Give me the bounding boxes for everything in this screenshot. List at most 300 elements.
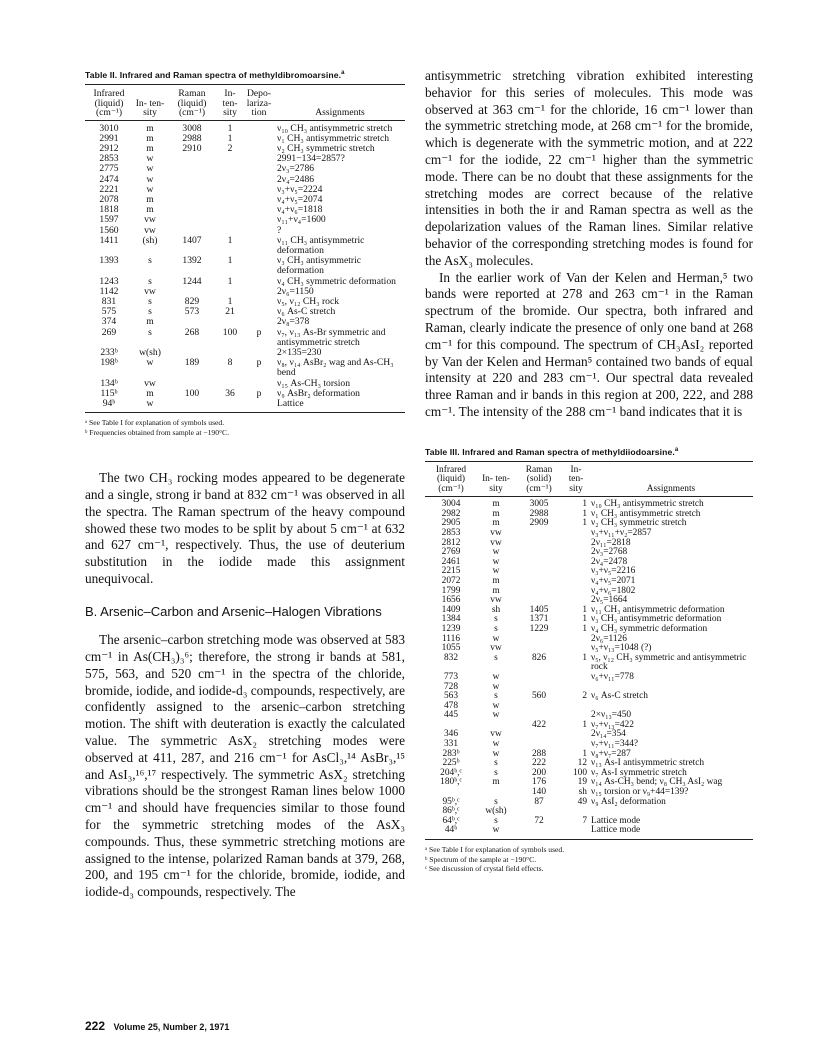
table-cell: 134ᵇ	[100, 377, 118, 389]
table-cell: ν₇+ν₁₁=344?	[591, 739, 639, 750]
table-cell: s	[494, 815, 498, 826]
table3	[425, 461, 753, 840]
table-cell	[167, 195, 217, 205]
table-cell: vw	[490, 643, 502, 654]
table-row	[85, 287, 405, 297]
table-cell: 140	[531, 787, 547, 798]
table-cell: ν₆ As-C stretch	[277, 306, 336, 318]
table-cell: 1560	[99, 224, 119, 236]
table-cell: 1407	[182, 234, 202, 246]
table2-body	[85, 120, 405, 413]
table-row	[85, 195, 405, 205]
table-row	[85, 205, 405, 215]
table-cell: 72	[534, 815, 544, 826]
table2-header: In- ten- sity	[217, 85, 243, 121]
table-row	[425, 497, 753, 510]
table-cell	[217, 399, 243, 413]
table-cell: 44ᵇ	[425, 826, 477, 839]
table-row	[85, 236, 405, 256]
table-cell: s	[148, 306, 152, 318]
table-cell: 1	[227, 295, 233, 307]
table-cell	[217, 185, 243, 195]
table-cell: m	[146, 142, 154, 154]
table-cell: ν₁ CH₃ antisymmetric stretch	[591, 508, 701, 519]
table-cell: Lattice mode	[589, 826, 753, 839]
table-cell: w	[492, 739, 500, 750]
table-cell: ν₁₀ CH₃ antisymmetric stretch	[591, 499, 704, 510]
table-row	[425, 711, 753, 721]
table-cell	[515, 730, 563, 740]
table-cell: 2221	[99, 183, 119, 195]
table-cell	[243, 226, 275, 236]
table-cell: 422	[531, 719, 547, 730]
table-cell: ν₆ As-C stretch	[591, 691, 648, 702]
table-row	[425, 778, 753, 788]
table-cell: 288	[531, 748, 547, 759]
table-cell: sh	[491, 604, 501, 615]
table2	[85, 84, 405, 413]
table-cell: vw	[490, 528, 502, 539]
table-cell: 222	[531, 758, 547, 769]
table-cell: 773	[443, 671, 459, 682]
table-cell	[515, 702, 563, 712]
table-cell: 2912	[99, 142, 119, 154]
table-row	[85, 215, 405, 225]
table-row	[425, 798, 753, 808]
table-row	[85, 185, 405, 195]
table-cell: 1116	[441, 633, 461, 644]
table-cell: w	[492, 748, 500, 759]
table-row	[425, 730, 753, 740]
table-cell: 1411	[99, 234, 119, 246]
table-cell: 1	[227, 122, 233, 134]
table-cell: ν₃+ν₁₁+ν₂=2857	[591, 528, 652, 539]
table-cell: 2ν₁₁=2818	[591, 537, 631, 548]
table-cell	[563, 558, 589, 568]
table-row	[85, 389, 405, 399]
table-cell	[515, 673, 563, 683]
table-cell	[217, 195, 243, 205]
right-column	[425, 68, 753, 874]
footnote: ᵃ See Table I for explanation of symbols used.	[425, 845, 565, 855]
table-cell: 1371	[529, 614, 549, 625]
table-cell: 2078	[99, 193, 119, 205]
table-cell: 1	[227, 234, 233, 246]
table-cell: w	[492, 566, 500, 577]
table-cell	[167, 164, 217, 174]
table-cell: 1229	[529, 623, 549, 634]
table-cell: 2853	[99, 153, 119, 165]
table-row	[425, 625, 753, 635]
table-cell: m	[146, 132, 154, 144]
table-cell	[243, 215, 275, 225]
table-cell: 1	[582, 499, 587, 510]
table-cell: m	[146, 387, 154, 399]
table-cell: 1	[582, 623, 587, 634]
table-cell	[515, 558, 563, 568]
table-cell: 1	[582, 614, 587, 625]
table-cell	[243, 154, 275, 164]
table-cell: w	[146, 153, 154, 165]
table-cell: ν₄+ν₅=2074	[277, 193, 323, 205]
table-cell	[243, 120, 275, 134]
table-cell	[217, 205, 243, 215]
table-cell: 49	[577, 796, 587, 807]
table-cell: 1239	[441, 623, 461, 634]
table-cell	[243, 134, 275, 144]
table-cell: ν₁₁ CH₃ antisymmetric deformation	[591, 604, 725, 615]
table-cell: 2461	[441, 556, 461, 567]
table-cell	[515, 587, 563, 597]
table-cell: ν₅+ν₁₃=1048 (?)	[591, 643, 652, 654]
table-cell: vw	[144, 285, 156, 297]
table-cell: 2ν₄=2478	[591, 556, 628, 567]
table-row	[425, 702, 753, 712]
table-cell	[515, 567, 563, 577]
table-cell: 64ᵇ,ᶜ	[442, 815, 460, 826]
table-cell: 2982	[441, 508, 461, 519]
table-cell: 1405	[529, 604, 549, 615]
table-cell: ν₁₄ As-CH₃ bend; ν₈ CH₃ AsI₂ wag	[591, 777, 723, 788]
table-cell	[167, 175, 217, 185]
table-cell: 2ν₃=2786	[277, 163, 315, 175]
table-row	[425, 587, 753, 597]
table-cell: vw	[144, 377, 156, 389]
table-row	[85, 175, 405, 185]
table3-caption: Table III. Infrared and Raman spectra of methyldiiodoarsine.$^a$	[425, 446, 679, 457]
table-row	[425, 577, 753, 587]
table2-header-row	[85, 85, 405, 121]
table-cell: sh	[578, 787, 587, 798]
table-cell: ν₉ AsI₂ deformation	[591, 796, 666, 807]
table-cell: ν₄ CH₃ symmetric deformation	[277, 275, 396, 287]
table-cell: 1	[227, 275, 233, 287]
table-cell: 21	[225, 306, 235, 318]
table-cell: ν₈+ν₇=287	[591, 748, 631, 759]
table-cell: ν₄+ν₅=2071	[591, 575, 636, 586]
table-cell: 2909	[529, 518, 549, 529]
table-cell: ν₃+ν₅=2224	[277, 183, 323, 195]
footnote: ᵃ See Table I for explanation of symbols used.	[85, 418, 225, 428]
table-cell: ν₄+ν₆=1818	[277, 204, 323, 216]
table-cell: 575	[101, 306, 117, 318]
table2-footnotes	[85, 418, 405, 437]
page-number: 222	[85, 1019, 106, 1033]
table3-header-row	[425, 461, 753, 497]
table-cell: 1818	[99, 204, 119, 216]
table-row	[425, 759, 753, 769]
table-cell: 826	[531, 652, 547, 663]
table-cell: 19	[577, 777, 587, 788]
left-column	[85, 70, 405, 901]
table-cell: 86ᵇ,ᶜ	[442, 806, 460, 817]
table-cell	[515, 548, 563, 558]
table-cell: 189	[184, 357, 200, 369]
table-cell: 1	[582, 604, 587, 615]
right-paragraph-1: antisymmetric stretching vibration exhibited interesting behavior for this series of molecules. This mode was observed at 363 cm⁻¹ for the chloride, 16 cm⁻¹ lower than the symmetric stretching mode, at 268 cm⁻¹ for the bromide, which is degenerate with the symmetric motion, and at 222 cm⁻¹ for the iodide, 22 cm⁻¹ higher than the symmetric mode. There can be no doubt that these assignments for the stretching modes are correct because of the relative intensities in both the ir and Raman spectra as well as the depolarization values of the Raman lines. Similar relative behavior of the corresponding stretching modes is found for the AsX₃ molecules.	[425, 68, 753, 268]
table-cell: 374	[101, 316, 117, 328]
table3-body	[425, 497, 753, 840]
table-cell: p	[256, 326, 262, 338]
table-cell: 331	[443, 739, 459, 750]
table-cell	[217, 215, 243, 225]
table-cell: 2ν₅=1664	[591, 595, 628, 606]
table-cell: s	[494, 652, 498, 663]
table-cell: 87	[534, 796, 544, 807]
table-cell: 829	[184, 295, 200, 307]
page-footer	[85, 1019, 229, 1033]
table-cell: 2812	[441, 537, 461, 548]
table-row	[85, 399, 405, 413]
table-cell: vw	[490, 595, 502, 606]
table-cell: 563	[443, 691, 459, 702]
table-cell: w	[492, 547, 500, 558]
table-cell	[217, 164, 243, 174]
table-cell	[515, 529, 563, 539]
table-cell: p	[256, 387, 262, 399]
table-row	[85, 277, 405, 287]
table-cell: 2905	[441, 518, 461, 529]
table-cell: 1597	[99, 214, 119, 226]
table-cell	[515, 577, 563, 587]
table-cell: 2	[227, 142, 233, 154]
table2-header: Depo- lariza- tion	[243, 85, 275, 121]
table-cell	[563, 826, 589, 839]
table-cell: m	[146, 316, 154, 328]
table-cell	[167, 215, 217, 225]
table-cell: 1	[582, 518, 587, 529]
table-row	[425, 635, 753, 645]
table3-header: Infrared (liquid) (cm⁻¹)	[425, 461, 477, 497]
table-cell: w	[146, 163, 154, 175]
table-cell: 200	[531, 767, 547, 778]
table-cell	[167, 205, 217, 215]
table2-header: Raman (liquid) (cm⁻¹)	[167, 85, 217, 121]
table-cell: 1	[582, 719, 587, 730]
table-cell	[243, 164, 275, 174]
table-cell	[243, 185, 275, 195]
table-cell	[515, 635, 563, 645]
table-cell: 2991	[99, 132, 119, 144]
table-cell: 1	[582, 508, 587, 519]
table-row	[85, 144, 405, 154]
table-cell: 2988	[182, 132, 202, 144]
table-row	[425, 510, 753, 520]
table-cell	[243, 205, 275, 215]
table-cell: w(sh)	[485, 806, 507, 817]
table-cell	[563, 673, 589, 683]
table-cell: 2ν₃=2768	[591, 547, 628, 558]
table-cell: w	[492, 681, 500, 692]
table-cell	[515, 539, 563, 549]
table-row	[425, 673, 753, 683]
table-cell: s	[148, 275, 152, 287]
table-cell: ν₁₁ CH₃ antisymmetric deformation	[277, 234, 365, 256]
table-cell	[217, 154, 243, 164]
table-cell	[563, 577, 589, 587]
table-row	[85, 358, 405, 378]
table-cell: ν₂ CH₃ symmetric stretch	[591, 518, 687, 529]
table-cell: 445	[443, 710, 459, 721]
table-cell: 94ᵇ	[85, 399, 133, 413]
table-row	[85, 297, 405, 307]
table-cell: ν₆+ν₁₁=778	[591, 671, 634, 682]
table-row	[85, 164, 405, 174]
table-cell: 1799	[441, 585, 461, 596]
table-cell: 12	[577, 758, 587, 769]
table-cell: 2ν₄=2486	[277, 173, 315, 185]
left-paragraph-1: The two CH₃ rocking modes appeared to be degenerate and a single, strong ir band at 832 cm⁻¹ was observed in all the spectra. The Raman spectrum of the heavy compound showed these two modes to be split by about 5 cm⁻¹ at 632 and 627 cm⁻¹, respectively. Thus, the use of deuterium substitution in the iodide made this assignment unequivocal.	[85, 470, 405, 586]
table-cell: 3005	[529, 499, 549, 510]
table-cell: 1	[227, 132, 233, 144]
table-row	[425, 519, 753, 529]
table-cell	[563, 548, 589, 558]
table-cell	[563, 587, 589, 597]
table-cell: 1243	[99, 275, 119, 287]
table-row	[85, 256, 405, 276]
table2-header: Assignments	[275, 85, 405, 121]
table-cell: s	[494, 758, 498, 769]
table-row	[85, 328, 405, 348]
table-cell: 204ᵇ,ᶜ	[440, 767, 462, 778]
table-cell: s	[148, 326, 152, 338]
table-cell: 1409	[441, 604, 461, 615]
table-cell: 478	[443, 700, 459, 711]
table-cell: 560	[531, 691, 547, 702]
table-cell: 198ᵇ	[100, 357, 118, 369]
table-cell: 180ᵇ,ᶜ	[440, 777, 462, 788]
table-cell: vw	[490, 537, 502, 548]
table-cell: 115ᵇ	[100, 387, 118, 399]
table-row	[425, 529, 753, 539]
table-cell: ν₂ CH₃ symmetric stretch	[277, 142, 375, 154]
table2-header: Infrared (liquid) (cm⁻¹)	[85, 85, 133, 121]
table-cell: 233ᵇ	[100, 346, 118, 358]
table-cell: w	[492, 633, 500, 644]
table-cell	[563, 567, 589, 577]
table-cell	[243, 399, 275, 413]
table-cell: 2769	[441, 547, 461, 558]
table-cell: w	[146, 357, 154, 369]
table-cell: w	[492, 710, 500, 721]
table-row	[425, 558, 753, 568]
table-cell: w	[492, 671, 500, 682]
table-cell: ν₃ CH₃ antisymmetric deformation	[277, 255, 362, 277]
table-cell: ν₈, ν₁₄ AsBr₂ wag and As-CH₃ bend	[277, 357, 394, 379]
table3-footnotes	[425, 845, 753, 874]
table-cell: ν₁₅ torsion or ν₉+44=139?	[591, 787, 689, 798]
table-row	[85, 307, 405, 317]
table-cell: 269	[101, 326, 117, 338]
table-cell: 8	[227, 357, 233, 369]
footnote: ᶜ See discussion of crystal field effects.	[425, 864, 544, 874]
table-cell: 1	[227, 255, 233, 267]
table-cell: m	[146, 122, 154, 134]
table-row	[425, 740, 753, 750]
table-cell: 728	[443, 681, 459, 692]
table-cell: 1244	[182, 275, 202, 287]
table-row	[425, 826, 753, 839]
table-cell: 3010	[99, 122, 119, 134]
table-cell: 2ν₆=1150	[277, 285, 314, 297]
table-cell: 2988	[529, 508, 549, 519]
table-cell: 2775	[99, 163, 119, 175]
table-cell: s	[494, 767, 498, 778]
table-cell: 2474	[99, 173, 119, 185]
table-cell	[167, 154, 217, 164]
table-cell: 2ν₆=1126	[591, 633, 627, 644]
table-cell: m	[146, 193, 154, 205]
table-cell: s	[494, 691, 498, 702]
table-cell: 2215	[441, 566, 461, 577]
table-cell: ν₇+ν₁₃=422	[591, 719, 634, 730]
table-cell: 2	[582, 691, 587, 702]
table-cell: ν₅, ν₁₂ CH₃ symmetric and antisymmetric rock	[591, 652, 747, 673]
table-cell	[243, 195, 275, 205]
footnote: ᵇ Frequencies obtained from sample at −190°C.	[85, 427, 230, 437]
table-cell	[243, 277, 275, 287]
table-cell	[563, 635, 589, 645]
table-cell: m	[492, 575, 500, 586]
table-cell: ν₇ As-I symmetric stretch	[591, 767, 687, 778]
table-cell: 3004	[441, 499, 461, 510]
table-cell: ν₁₃ As-I antisymmetric stretch	[591, 758, 705, 769]
table-cell: w	[133, 399, 167, 413]
table-cell: m	[492, 777, 500, 788]
table3-header: In- ten- sity	[563, 461, 589, 497]
table-cell	[167, 185, 217, 195]
table-cell: w	[146, 173, 154, 185]
table-cell	[167, 399, 217, 413]
table-cell	[243, 256, 275, 276]
table-cell: 36	[225, 387, 235, 399]
table-cell: vw	[144, 214, 156, 226]
table-cell	[243, 287, 275, 297]
table-cell: m	[492, 508, 500, 519]
table-cell: ν₁₀ CH₃ antisymmetric stretch	[277, 122, 393, 134]
table-cell: 573	[184, 306, 200, 318]
table-row	[85, 154, 405, 164]
table-cell: ν₉ AsBr₂ deformation	[277, 387, 360, 399]
table-cell: 1393	[99, 255, 119, 267]
table-cell	[563, 730, 589, 740]
table-cell: 95ᵇ,ᶜ	[442, 796, 460, 807]
table-row	[425, 567, 753, 577]
table-row	[425, 807, 753, 817]
table-cell: ν₁₁+ν₄=1600	[277, 214, 326, 226]
table-cell: 7	[582, 815, 587, 826]
table-cell: 1142	[99, 285, 119, 297]
table-cell: 100	[184, 387, 200, 399]
table-cell: m	[492, 499, 500, 510]
table-cell: s	[494, 614, 498, 625]
table-cell: 1392	[182, 255, 202, 267]
table-cell: w	[492, 556, 500, 567]
section-heading: B. Arsenic–Carbon and Arsenic–Halogen Vibrations	[85, 603, 382, 619]
table-cell: 346	[443, 729, 459, 740]
table-cell	[563, 529, 589, 539]
journal-info: Volume 25, Number 2, 1971	[113, 1022, 230, 1032]
table-cell: 2910	[182, 142, 202, 154]
table-cell: 2991−134=2857?	[277, 153, 345, 165]
table2-header: In- ten- sity	[133, 85, 167, 121]
table-cell: 283ᵇ	[442, 748, 460, 759]
table-cell: 1656	[441, 595, 461, 606]
table-cell: s	[494, 796, 498, 807]
footnote: ᵇ Spectrum of the sample at −190°C.	[425, 854, 537, 864]
table-row	[425, 817, 753, 827]
table-cell: 1384	[441, 614, 461, 625]
